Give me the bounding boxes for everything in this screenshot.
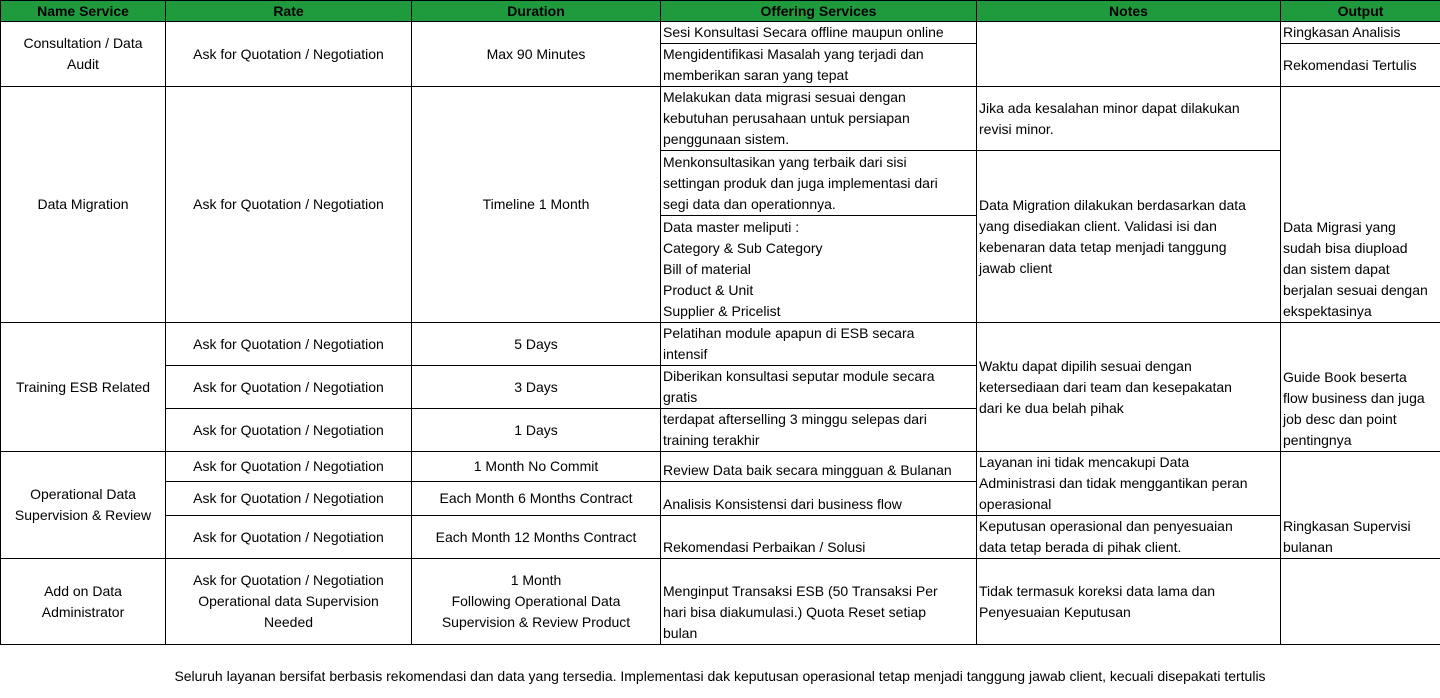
notes-operational-2: Keputusan operasional dan penyesuaian data tetap berada di pihak client. (977, 516, 1281, 559)
notes-operational-1: Layanan ini tidak mencakupi Data Administrasi dan tidak menggantikan peran operasional (977, 452, 1281, 516)
output-training: Guide Book beserta flow business dan juga job desc dan point pentingnya (1281, 323, 1440, 452)
offer-training-2: Diberikan konsultasi seputar module secara gratis (661, 366, 977, 409)
header-rate: Rate (166, 1, 412, 22)
rate-operational-2: Ask for Quotation / Negotiation (166, 482, 412, 516)
notes-migration-1: Jika ada kesalahan minor dapat dilakukan revisi minor. (977, 87, 1281, 151)
offer-addon: Menginput Transaksi ESB (50 Transaksi Per hari bisa diakumulasi.) Quota Reset setiap bulan (661, 559, 977, 645)
table-row (1, 516, 1440, 559)
duration-operational-1: 1 Month No Commit (412, 452, 661, 482)
notes-consultation (977, 22, 1281, 87)
output-operational: Ringkasan Supervisi bulanan (1281, 452, 1440, 559)
rate-training-3: Ask for Quotation / Negotiation (166, 409, 412, 452)
table-row (1, 87, 1440, 151)
offer-consultation-2: Mengidentifikasi Masalah yang terjadi dan memberikan saran yang tepat (661, 44, 977, 87)
notes-training: Waktu dapat dipilih sesuai dengan ketersediaan dari team dan kesepakatan dari ke dua belah pihak (977, 323, 1281, 452)
duration-training-3: 1 Days (412, 409, 661, 452)
duration-addon: 1 Month Following Operational Data Supervision & Review Product (412, 559, 661, 645)
header-notes: Notes (977, 1, 1281, 22)
table-row (1, 452, 1440, 482)
header-duration: Duration (412, 1, 661, 22)
output-addon (1281, 559, 1440, 645)
offer-operational-3: Rekomendasi Perbaikan / Solusi (661, 516, 977, 559)
offer-training-3: terdapat afterselling 3 minggu selepas dari training terakhir (661, 409, 977, 452)
notes-addon: Tidak termasuk koreksi data lama dan Penyesuaian Keputusan (977, 559, 1281, 645)
rate-migration: Ask for Quotation / Negotiation (166, 87, 412, 323)
table-row (1, 22, 1440, 44)
footer-disclaimer: Seluruh layanan bersifat berbasis rekomendasi dan data yang tersedia. Implementasi dak keputusan operasional tetap menjadi tanggung jawab client, kecuali disepakati tertulis (174, 668, 1266, 684)
rate-training-2: Ask for Quotation / Negotiation (166, 366, 412, 409)
offer-training-1: Pelatihan module apapun di ESB secara intensif (661, 323, 977, 366)
service-name-operational: Operational Data Supervision & Review (1, 452, 166, 559)
output-migration: Data Migrasi yang sudah bisa diupload dan sistem dapat berjalan sesuai dengan ekspektasinya (1281, 87, 1440, 323)
rate-addon: Ask for Quotation / Negotiation Operational data Supervision Needed (166, 559, 412, 645)
offer-migration-1: Melakukan data migrasi sesuai dengan kebutuhan perusahaan untuk persiapan penggunaan sistem. (661, 87, 977, 151)
offer-migration-3: Data master meliputi : Category & Sub Category Bill of material Product & Unit Supplier & Pricelist (661, 216, 977, 323)
duration-operational-3: Each Month 12 Months Contract (412, 516, 661, 559)
duration-consultation: Max 90 Minutes (412, 22, 661, 87)
notes-migration-2: Data Migration dilakukan berdasarkan data yang disediakan client. Validasi isi dan kebenaran data tetap menjadi tanggung jawab client (977, 151, 1281, 323)
duration-training-1: 5 Days (412, 323, 661, 366)
rate-consultation: Ask for Quotation / Negotiation (166, 22, 412, 87)
header-offering-services: Offering Services (661, 1, 977, 22)
rate-training-1: Ask for Quotation / Negotiation (166, 323, 412, 366)
header-row (1, 1, 1440, 22)
output-consultation-1: Ringkasan Analisis (1281, 22, 1440, 44)
duration-migration: Timeline 1 Month (412, 87, 661, 323)
rate-operational-1: Ask for Quotation / Negotiation (166, 452, 412, 482)
service-name-training: Training ESB Related (1, 323, 166, 452)
offer-consultation-1: Sesi Konsultasi Secara offline maupun online (661, 22, 977, 44)
header-output: Output (1281, 1, 1440, 22)
duration-operational-2: Each Month 6 Months Contract (412, 482, 661, 516)
duration-training-2: 3 Days (412, 366, 661, 409)
header-name-service: Name Service (1, 1, 166, 22)
table-row (1, 323, 1440, 366)
offer-operational-1: Review Data baik secara mingguan & Bulanan (661, 452, 977, 482)
rate-operational-3: Ask for Quotation / Negotiation (166, 516, 412, 559)
offer-operational-2: Analisis Konsistensi dari business flow (661, 482, 977, 516)
service-name-consultation: Consultation / Data Audit (1, 22, 166, 87)
service-name-addon: Add on Data Administrator (1, 559, 166, 645)
offer-migration-2: Menkonsultasikan yang terbaik dari sisi settingan produk dan juga implementasi dari segi data dan operationnya. (661, 151, 977, 216)
table-row (1, 559, 1440, 645)
output-consultation-2: Rekomendasi Tertulis (1281, 44, 1440, 87)
service-name-migration: Data Migration (1, 87, 166, 323)
